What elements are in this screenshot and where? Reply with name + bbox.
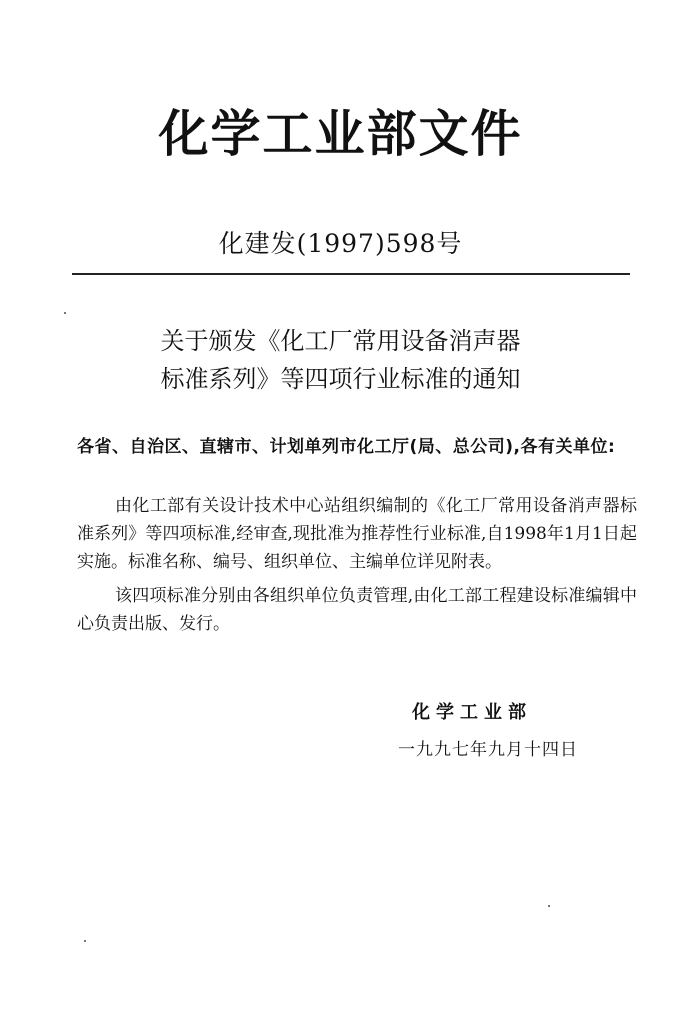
notice-body xyxy=(77,492,637,644)
notice-title-line-2: 标准系列》等四项行业标准的通知 xyxy=(160,365,521,393)
document-number: 化建发(1997)598号 xyxy=(218,229,463,258)
issuing-organization: 化学工业部 xyxy=(412,702,532,723)
notice-title-line-1: 关于颁发《化工厂常用设备消声器 xyxy=(160,327,521,355)
header-divider-line xyxy=(72,273,630,275)
scan-speck xyxy=(64,312,66,314)
issue-date: 一九九七年九月十四日 xyxy=(398,740,578,760)
scan-speck xyxy=(548,905,550,907)
signature-block xyxy=(380,698,620,764)
scan-speck xyxy=(84,940,86,942)
notice-title xyxy=(0,322,681,398)
addressee: 各省、自治区、直辖市、计划单列市化工厅(局、总公司),各有关单位: xyxy=(77,437,616,457)
document-header-title: 化学工业部文件 xyxy=(158,105,523,163)
body-paragraph-2: 该四项标准分别由各组织单位负责管理,由化工部工程建设标准编辑中心负责出版、发行。 xyxy=(77,586,637,634)
body-paragraph-1: 由化工部有关设计技术中心站组织编制的《化工厂常用设备消声器标准系列》等四项标准,经审查,现批准为推荐性行业标准,自1998年1月1日起实施。标准名称、编号、组织单位、主编单位详见附表。 xyxy=(77,496,637,572)
